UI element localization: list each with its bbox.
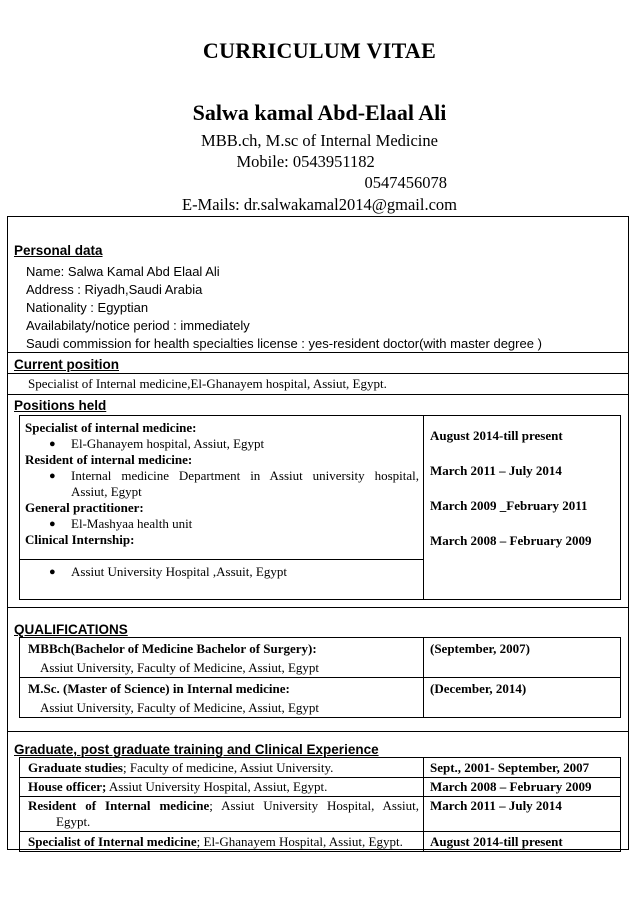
divider-positions-qualifications [7,607,629,608]
training-detail: Assiut University Hospital, Assiut, Egypt. [106,779,328,794]
training-cell [20,832,424,852]
qualifications-heading: QUALIFICATIONS [14,622,128,637]
degree-line: MBB.ch, M.sc of Internal Medicine [201,131,438,150]
training-cell [20,778,424,797]
training-date: March 2008 – February 2009 [424,778,621,797]
personal-data-heading: Personal data [14,243,103,258]
bullet-icon: ● [49,566,56,578]
positions-held-heading: Positions held [14,398,107,413]
mobile-line-2 [0,172,639,193]
mobile-line [0,151,639,172]
mobile-number-2: 0547456078 [364,173,447,192]
training-label: House officer; [28,779,107,794]
training-date: Sept., 2001- September, 2007 [424,758,621,778]
list-item [25,436,419,452]
table-row [20,638,621,678]
mobile-number-1: Mobile: 0543951182 [236,152,375,171]
candidate-name: Salwa kamal Abd-Elaal Ali [192,100,447,125]
cv-title: CURRICULUM VITAE [202,38,437,63]
training-cell [20,797,424,832]
qualification-cell [20,678,424,718]
training-line [28,798,419,814]
training-date: March 2011 – July 2014 [424,797,621,832]
list-item [25,564,419,580]
date-entry: March 2008 – February 2009 [430,533,592,548]
current-position-text: Specialist of Internal medicine,El-Ghanayem hospital, Assiut, Egypt. [28,376,387,391]
current-position-heading: Current position [14,357,119,372]
role-title: General practitioner: [25,500,144,515]
training-heading: Graduate, post graduate training and Clinical Experience [14,742,379,757]
training-table [19,757,621,852]
list-item [25,468,419,484]
personal-name: Name: Salwa Kamal Abd Elaal Ali [26,264,220,279]
table-row [20,778,621,797]
date-entry: August 2014-till present [430,428,563,443]
qualification-institution: Assiut University, Faculty of Medicine, Assiut, Egypt [40,660,319,675]
date-entry: March 2009 _February 2011 [430,498,588,513]
personal-nationality: Nationality : Egyptian [26,300,149,315]
training-label: Specialist of Internal medicine [28,834,197,849]
qualification-date: (December, 2014) [424,678,621,718]
divider-current-positions [7,394,629,395]
divider-qualifications-training [7,731,629,732]
training-date: August 2014-till present [424,832,621,852]
divider-current-head [7,373,629,374]
personal-availability: Availabilaty/notice period : immediately [26,318,250,333]
qualification-degree: M.Sc. (Master of Science) in Internal medicine: [28,681,290,696]
date-entry: March 2011 – July 2014 [430,463,562,478]
bullet-icon: ● [49,518,56,530]
qualifications-table [19,637,621,718]
role-title: Clinical Internship: [25,532,135,547]
table-row [20,832,621,852]
role-place: El-Ghanayem hospital, Assiut, Egypt [71,436,265,451]
qualification-date: (September, 2007) [424,638,621,678]
training-detail: ; Faculty of medicine, Assiut University. [122,760,334,775]
role-place: Internal medicine Department in Assiut university hospital, [71,468,419,483]
email-line: E-Mails: dr.salwakamal2014@gmail.com [181,195,457,214]
divider-personal-current [7,352,629,353]
table-row [20,758,621,778]
training-label: Resident of Internal medicine [28,798,210,813]
internship-cell [20,560,424,600]
positions-cell [20,416,424,560]
training-detail: ; El-Ghanayem Hospital, Assiut, Egypt. [196,834,403,849]
training-detail: ; Assiut University Hospital, Assiut, [209,798,419,813]
training-cell [20,758,424,778]
positions-table [19,415,621,600]
bullet-icon: ● [49,438,56,450]
dates-cell [424,416,621,600]
table-row [20,678,621,718]
personal-address: Address : Riyadh,Saudi Arabia [26,282,203,297]
personal-license: Saudi commission for health specialties license : yes-resident doctor(with master degree ) [26,336,542,351]
bullet-icon: ● [49,470,56,482]
qualification-cell [20,638,424,678]
role-place: El-Mashyaa health unit [71,516,193,531]
table-row [20,797,621,832]
qualification-degree: MBBch(Bachelor of Medicine Bachelor of Surgery): [28,641,317,656]
training-label: Graduate studies [28,760,123,775]
list-item [25,516,419,532]
role-title: Specialist of internal medicine: [25,420,197,435]
role-place-cont: Assiut, Egypt [71,484,142,499]
role-place: Assiut University Hospital ,Assuit, Egypt [71,564,287,579]
role-title: Resident of internal medicine: [25,452,193,467]
qualification-institution: Assiut University, Faculty of Medicine, Assiut, Egypt [40,700,319,715]
training-detail-cont: Egypt. [56,814,91,829]
